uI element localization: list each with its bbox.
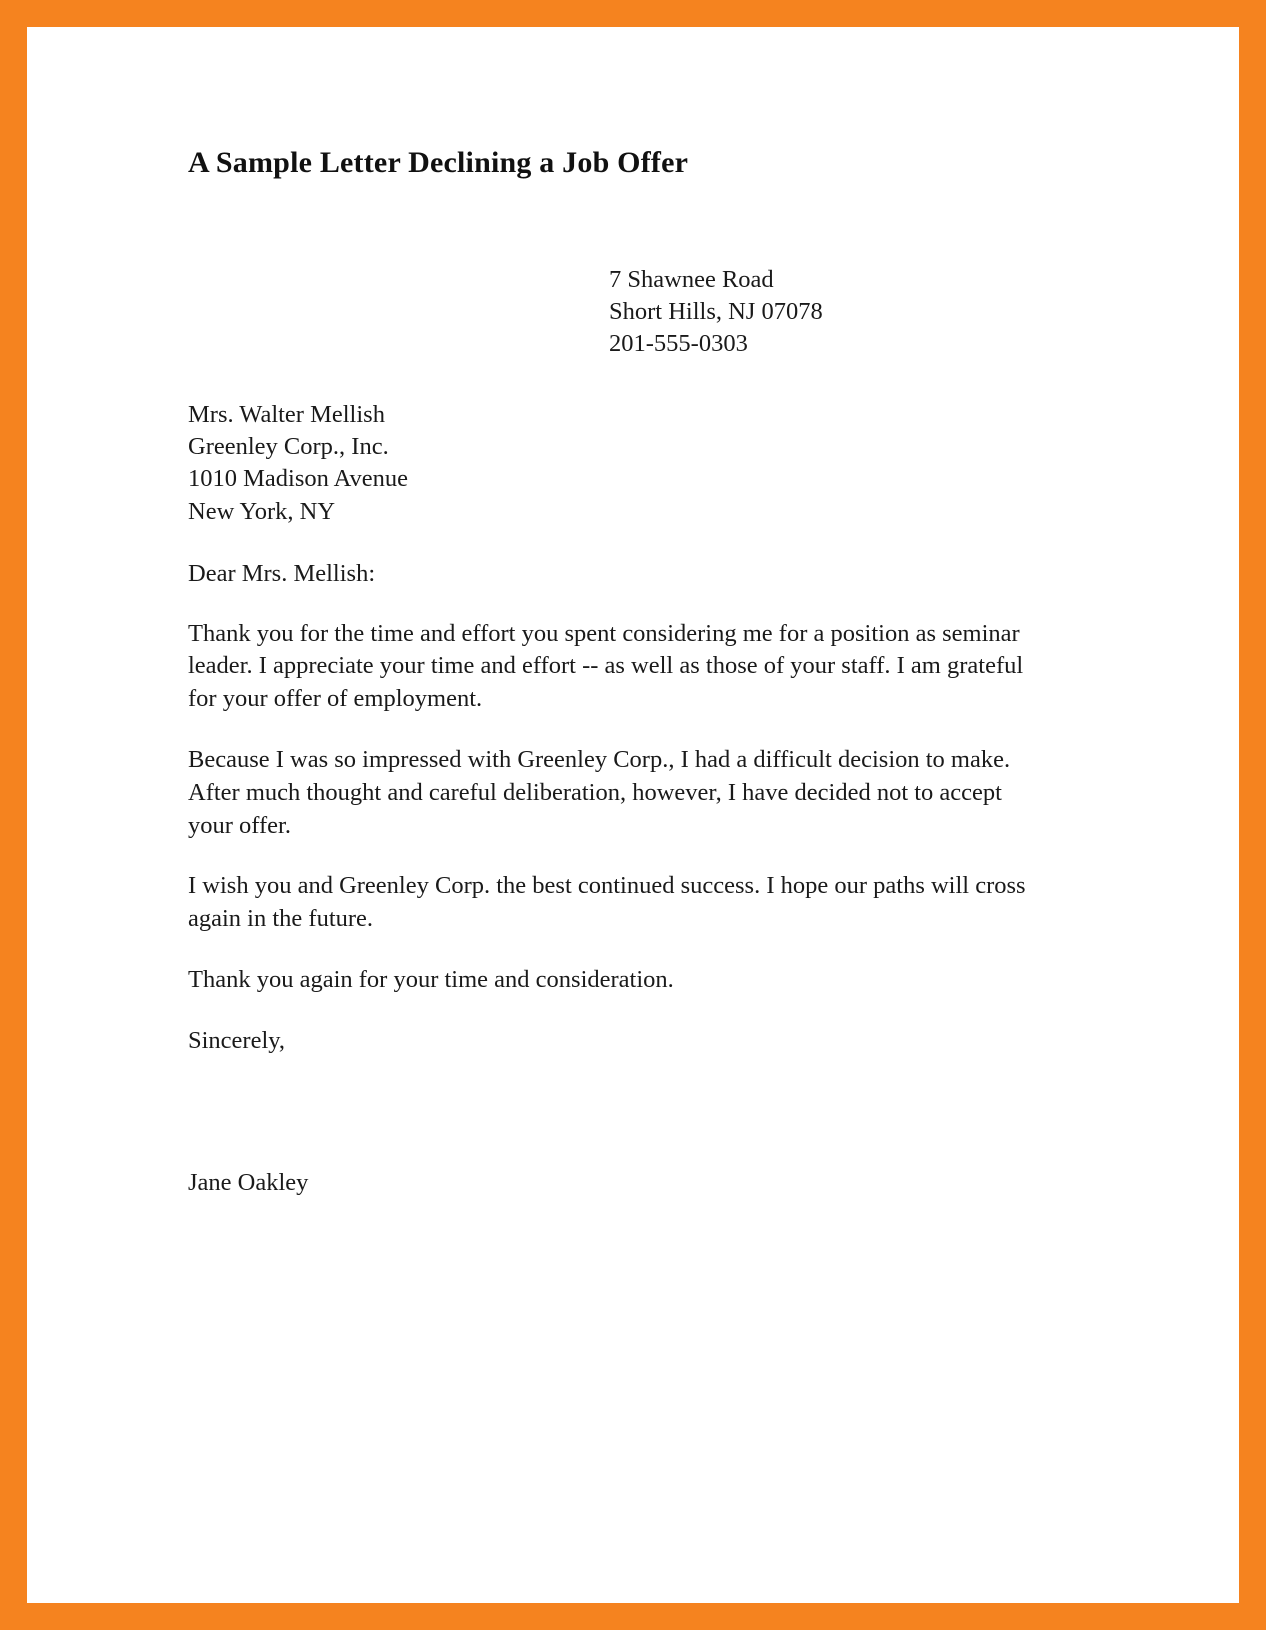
signature-space (188, 1057, 1068, 1167)
salutation: Dear Mrs. Mellish: (188, 559, 376, 587)
recipient-city-state: New York, NY (188, 497, 336, 525)
recipient-address-block (188, 399, 1068, 527)
recipient-company: Greenley Corp., Inc. (188, 433, 389, 461)
letter-content (188, 145, 1068, 1199)
body-paragraph-1: Thank you for the time and effort you spent considering me for a position as seminar leader. I appreciate your time and effort -- as well as those of your staff. I am grateful for your offer of employment. (188, 619, 1024, 713)
body-paragraph-3: I wish you and Greenley Corp. the best continued success. I hope our paths will cross again in the future. (188, 872, 1026, 933)
signature-name: Jane Oakley (188, 1168, 309, 1196)
return-address-phone: 201-555-0303 (609, 330, 748, 358)
return-address-street: 7 Shawnee Road (609, 266, 774, 293)
return-address-block (188, 264, 1068, 360)
page-title: A Sample Letter Declining a Job Offer (188, 146, 689, 179)
closing-salutation: Sincerely, (188, 1026, 286, 1054)
return-address-city-state-zip: Short Hills, NJ 07078 (609, 298, 823, 326)
body-paragraph-2: Because I was so impressed with Greenley Corp., I had a difficult decision to make. After much thought and careful deliberation, however, I have decided not to accept your offer. (188, 745, 1011, 839)
recipient-name: Mrs. Walter Mellish (188, 401, 385, 429)
body-paragraph-4: Thank you again for your time and consideration. (188, 966, 674, 994)
letter-page (27, 27, 1239, 1603)
recipient-street: 1010 Madison Avenue (188, 465, 409, 493)
